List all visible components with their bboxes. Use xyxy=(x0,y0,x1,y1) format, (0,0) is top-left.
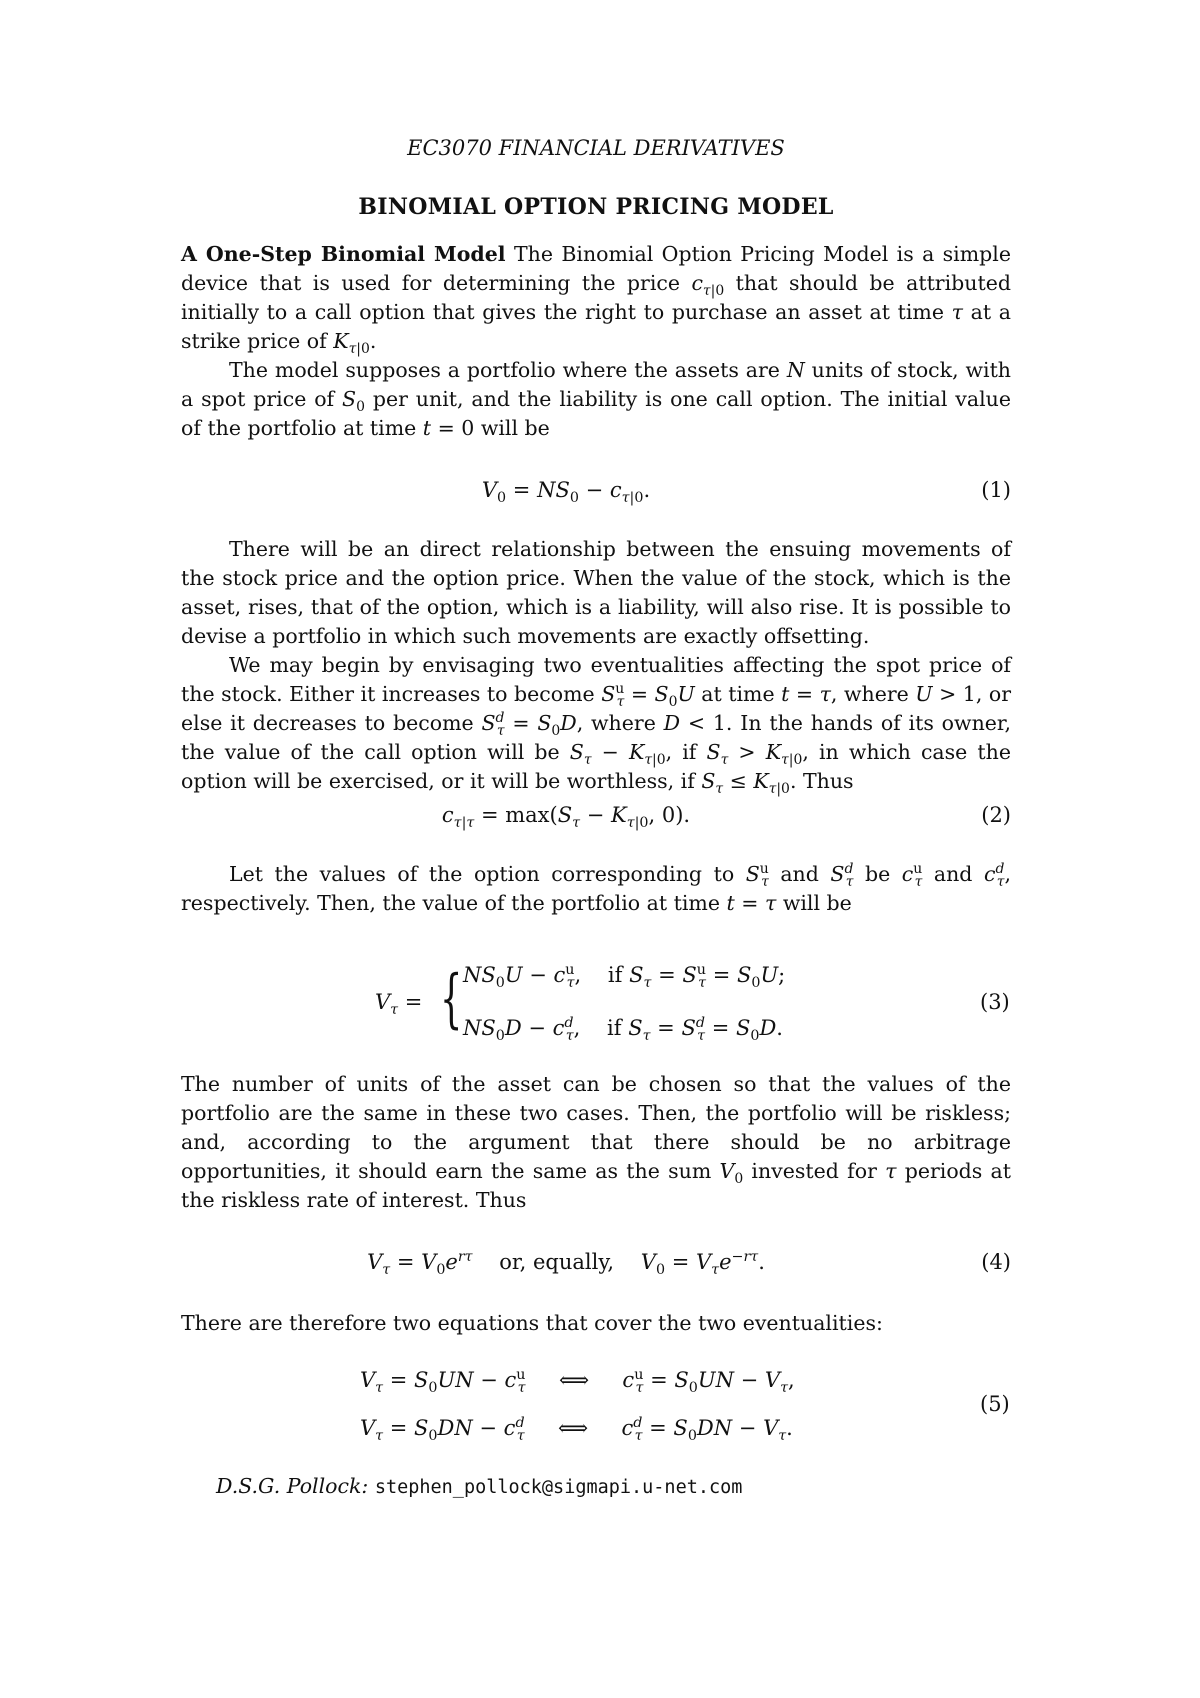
equation-body: $V_0 = NS_0 - c_{\tau|0}$. xyxy=(481,478,651,507)
if-label: if xyxy=(607,963,623,987)
text: Let the values of the option corresponding to xyxy=(229,862,746,886)
text: The number of units of the asset can be chosen so that the values of the portfolio are the same in these two cases. Then, the portfolio will be riskless; and, according to the argument that there should be no arbitrage opportunities, it should earn the same as the sum xyxy=(181,1072,1011,1183)
page-title: BINOMIAL OPTION PRICING MODEL xyxy=(358,194,834,220)
paragraph-two-equations: There are therefore two equations that cover the two eventualities: xyxy=(181,1311,883,1335)
equation-number: (3) xyxy=(980,990,1010,1014)
text: We may begin by envisaging two eventualities affecting the spot price of the stock. Either it increases to become xyxy=(181,653,1011,706)
equation-lhs: $V_\tau$ = xyxy=(375,990,423,1019)
author-name: D.S.G. Pollock: xyxy=(216,1474,369,1498)
equation-4 xyxy=(181,1250,1011,1290)
text: , where xyxy=(830,682,916,706)
eq5-line-2: $V_\tau = S_0DN - c^d_\tau$ ⟺ $c^d_\tau = S_0DN - V_\tau$. xyxy=(360,1415,793,1445)
equation-1 xyxy=(181,478,1011,518)
text: , where xyxy=(576,711,664,735)
case-down: $NS_0D - c^d_\tau$, if $S_\tau = S^d_\tau = S_0D$. xyxy=(463,1015,783,1045)
text: , if xyxy=(665,740,707,764)
text: , in which case the option will be exercised, or it will be worthless, if xyxy=(181,740,1011,793)
left-brace: { xyxy=(440,962,463,1036)
text: at a strike price of xyxy=(181,300,1011,353)
footer xyxy=(216,1474,742,1498)
paragraph-eventualities: We may begin by envisaging two eventualities affecting the spot price of the stock. Either it increases to become $S^u_\tau = S_0U$ at time t = τ, where U > 1, or else it decreases to become $S^d_\tau = S_0D$, where D < 1. In the hands of its owner, the value of the call option will be $S_\tau - K_{\tau|0}$, if $S_\tau > K_{\tau|0}$, in which case the option will be exercised, or it will be worthless, if $S_\tau \le K_{\tau|0}$. Thus xyxy=(181,653,1012,798)
equation-body: $c_{\tau|\tau} = \max(S_\tau - K_{\tau|0}$, 0). xyxy=(441,803,691,832)
equation-2 xyxy=(181,803,1011,843)
paragraph-intro: A One-Step Binomial Model The Binomial Option Pricing Model is a simple device that is used for determining the price $c_{\tau|0}$ that should be attributed initially to a call option that gives the right to purchase an asset at time τ at a strike price of $K_{\tau|0}$. xyxy=(181,242,1011,358)
text: will be xyxy=(776,891,852,915)
eq5-line-1: $V_\tau = S_0UN - c^u_\tau$ ⟺ $c^u_\tau = S_0UN - V_\tau$, xyxy=(360,1367,795,1397)
course-header: EC3070 FINANCIAL DERIVATIVES xyxy=(407,136,785,160)
or-equally: or, equally, xyxy=(499,1250,615,1274)
text: be xyxy=(853,862,902,886)
text: , respectively. Then, the value of the portfolio at time xyxy=(181,862,1011,915)
text: invested for xyxy=(743,1159,886,1183)
if-label: if xyxy=(607,1016,622,1040)
text: and xyxy=(922,862,984,886)
text: at time xyxy=(694,682,782,706)
text: . Thus xyxy=(789,769,854,793)
section-heading: A One-Step Binomial Model xyxy=(181,242,506,266)
text: units of stock, with a spot price of xyxy=(181,358,1012,411)
text: , or else it decreases to become xyxy=(181,682,1012,735)
equation-body: $V_\tau = V_0e^{r\tau}$ or, equally, $V_0 = V_\tau e^{-r\tau}$. xyxy=(367,1249,765,1279)
paragraph-option-values: Let the values of the option corresponding to $S^u_\tau$ and $S^d_\tau$ be $c^u_\tau$ and $c^d_\tau$, respectively. Then, the value of the portfolio at time t = τ will be xyxy=(181,861,1011,915)
text: per unit, and the liability is one call option. The initial value of the portfolio at time xyxy=(181,387,1011,440)
text: The Binomial Option Pricing Model is a simple device that is used for determining the price xyxy=(181,242,1011,295)
text: will be xyxy=(474,416,550,440)
case-up: $NS_0U - c^u_\tau$, if $S_\tau = S^u_\tau = S_0U$; xyxy=(463,962,786,992)
max-operator: max xyxy=(505,803,550,827)
equation-number: (5) xyxy=(980,1392,1010,1416)
text: and xyxy=(768,862,831,886)
equation-number: (2) xyxy=(981,803,1011,827)
text: The model supposes a portfolio where the assets are xyxy=(229,358,787,382)
paragraph-portfolio: The model supposes a portfolio where the assets are N units of stock, with a spot price of $S_0$ per unit, and the liability is one call option. The initial value of the portfolio at time t = 0 will be xyxy=(181,358,1012,440)
paragraph-riskless: The number of units of the asset can be chosen so that the values of the portfolio are the same in these two cases. Then, the portfolio will be riskless; and, according to the argument that there should be no arbitrage opportunities, it should earn the same as the sum $V_0$ invested for τ periods at the riskless rate of interest. Thus xyxy=(181,1072,1011,1212)
text: . In the hands of its owner, the value of the call option will be xyxy=(181,711,1011,764)
paragraph-relationship: There will be an direct relationship between the ensuing movements of the stock price and the option price. When the value of the stock, which is the asset, rises, that of the option, which is a liability, will also rise. It is possible to devise a portfolio in which such movements are exactly offsetting. xyxy=(181,537,1011,648)
author-email[interactable]: stephen_pollock@sigmapi.u-net.com xyxy=(374,1477,743,1498)
equation-number: (4) xyxy=(981,1250,1011,1274)
text: that should be attributed initially to a call option that gives the right to purchase an asset at time xyxy=(181,271,1011,324)
text: periods at the riskless rate of interest. Thus xyxy=(181,1159,1011,1212)
equation-number: (1) xyxy=(981,478,1011,502)
